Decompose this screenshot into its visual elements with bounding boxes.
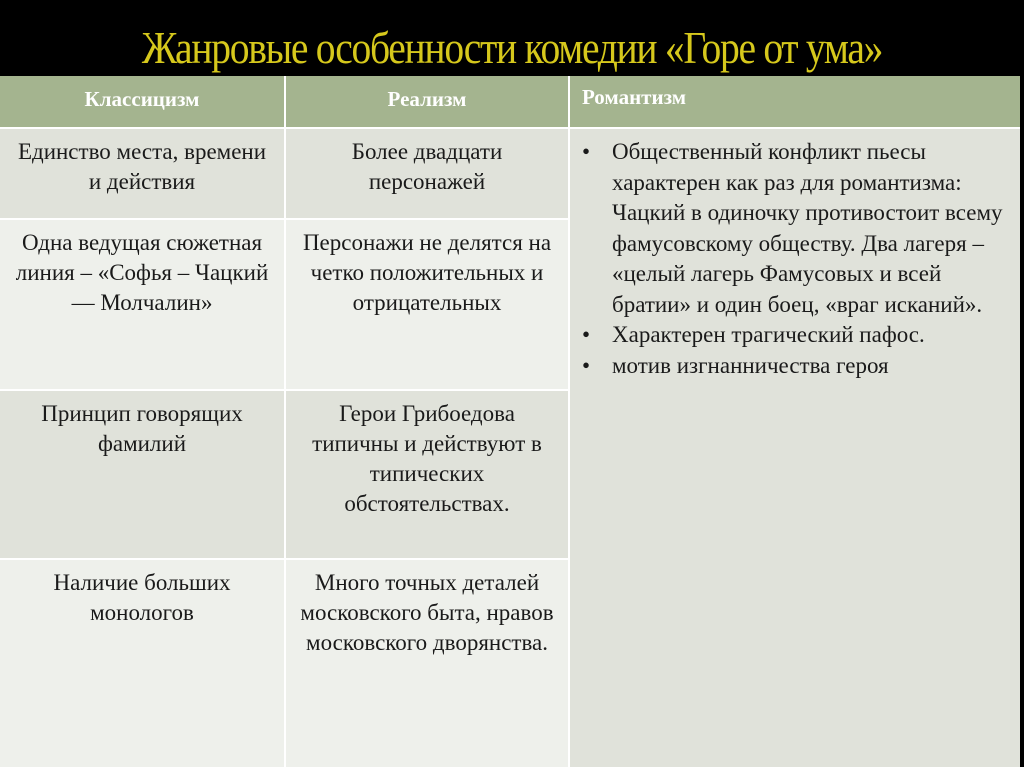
romanticism-bullet-list <box>570 129 1020 381</box>
cell-realism-row-2: Персонажи не делятся на четко положительных и отрицательных <box>286 220 568 389</box>
slide-title-text: Жанровые особенности комедии «Горе от ума» <box>141 22 883 73</box>
cell-realism-row-1: Более двадцати персонажей <box>286 129 568 218</box>
cell-classicism-row-1: Единство места, времени и действия <box>0 129 284 218</box>
bullet-icon: • <box>582 322 591 347</box>
bullet-icon: • <box>582 352 591 378</box>
header-romanticism: Романтизм <box>570 76 1020 127</box>
cell-classicism-row-4: Наличие больших монологов <box>0 560 284 767</box>
cell-romanticism <box>570 129 1020 767</box>
bullet-text: Общественный конфликт пьесы характерен как раз для романтизма: Чацкий в одиночку противостоит всему фамусовскому обществу. Два лагеря – «целый лагерь Фамусовых и всей братии» и один боец, «враг исканий». <box>612 139 1003 317</box>
header-realism: Реализм <box>286 76 568 127</box>
bullet-item <box>578 351 1010 382</box>
bullet-text: мотив изгнанничества героя <box>612 352 889 378</box>
bullet-icon: • <box>582 139 591 164</box>
bullet-text: Характерен трагический пафос. <box>612 322 925 347</box>
genre-comparison-table <box>0 76 1020 767</box>
header-classicism: Классицизм <box>0 76 284 127</box>
bullet-item <box>578 137 1010 320</box>
bullet-item <box>578 320 1010 351</box>
cell-classicism-row-2: Одна ведущая сюжетная линия – «Софья – Чацкий — Молчалин» <box>0 220 284 389</box>
cell-realism-row-4: Много точных деталей московского быта, нравов московского дворянства. <box>286 560 568 767</box>
cell-classicism-row-3: Принцип говорящих фамилий <box>0 391 284 558</box>
slide-title <box>72 18 953 78</box>
cell-realism-row-3: Герои Грибоедова типичны и действуют в типических обстоятельствах. <box>286 391 568 558</box>
